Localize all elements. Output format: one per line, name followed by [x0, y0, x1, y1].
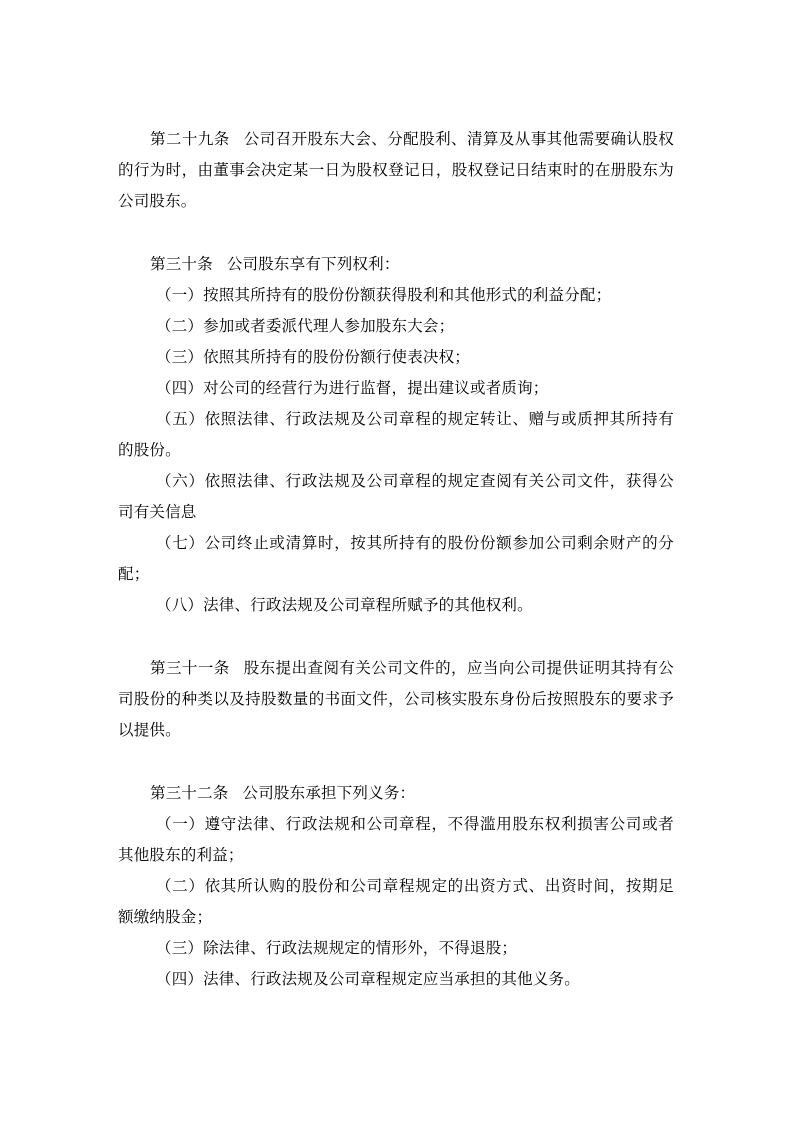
article-30: [118, 249, 674, 621]
document-body: [118, 124, 674, 995]
article-30-item: （二）参加或者委派代理人参加股东大会；: [156, 317, 455, 335]
paragraph-spacer: [118, 621, 674, 653]
article-31-text: 股东提出查阅有关公司文件的，应当向公司提供证明其持有公司股份的种类以及持股数量的书面文件，公司核实股东身份后按照股东的要求予以提供。: [118, 659, 674, 739]
article-31: [118, 653, 674, 746]
article-32-number: 第三十二条: [150, 784, 229, 802]
article-30-paragraph: [118, 249, 674, 280]
article-30-item: （八）法律、行政法规及公司章程所赋予的其他权利。: [156, 596, 533, 614]
article-29-paragraph: [118, 124, 674, 217]
article-32-item: （三）除法律、行政法规规定的情形外，不得退股；: [156, 939, 518, 957]
article-32-item: （一）遵守法律、行政法规和公司章程，不得滥用股东权利损害公司或者其他股东的利益；: [118, 815, 674, 864]
paragraph-spacer: [118, 217, 674, 249]
article-32-item: （二）依其所认购的股份和公司章程规定的出资方式、出资时间，按期足额缴纳股金；: [118, 877, 674, 926]
article-32-paragraph: [118, 778, 674, 809]
article-30-text: 公司股东享有下列权利：: [226, 255, 400, 273]
article-30-number: 第三十条: [150, 255, 213, 273]
article-30-item: （七）公司终止或清算时，按其所持有的股份份额参加公司剩余财产的分配；: [118, 534, 674, 583]
article-31-number: 第三十一条: [150, 659, 230, 677]
article-29-number: 第二十九条: [150, 130, 230, 148]
article-32-text: 公司股东承担下列义务：: [242, 784, 416, 802]
article-29-text: 公司召开股东大会、分配股利、清算及从事其他需要确认股权的行为时，由董事会决定某一日为股权登记日，股权登记日结束时的在册股东为公司股东。: [118, 130, 674, 210]
article-29: [118, 124, 674, 217]
article-30-item: （三）依照其所持有的股份份额行使表决权；: [156, 348, 471, 366]
paragraph-spacer: [118, 746, 674, 778]
article-32-item: （四）法律、行政法规及公司章程规定应当承担的其他义务。: [156, 970, 580, 988]
article-30-item: （五）依照法律、行政法规及公司章程的规定转让、赠与或质押其所持有的股份。: [118, 410, 674, 459]
article-30-item: （六）依照法律、行政法规及公司章程的规定查阅有关公司文件，获得公司有关信息: [118, 472, 674, 521]
article-31-paragraph: [118, 653, 674, 746]
article-32: [118, 778, 674, 995]
article-30-item: （四）对公司的经营行为进行监督，提出建议或者质询；: [156, 379, 549, 397]
article-30-item: （一）按照其所持有的股份份额获得股利和其他形式的利益分配；: [156, 286, 612, 304]
